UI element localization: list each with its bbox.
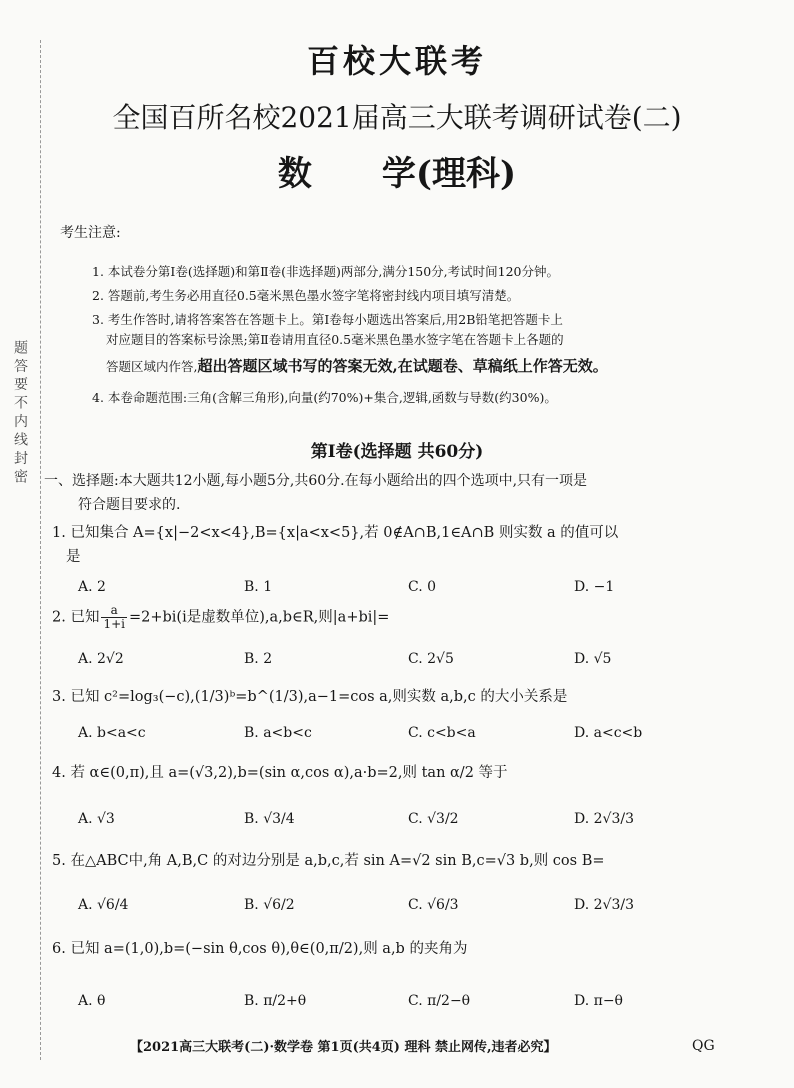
question-2-option-d: D. √5 — [574, 651, 612, 667]
question-4-option-a: A. √3 — [78, 811, 115, 827]
section-instruction-cont: 符合题目要求的. — [78, 497, 181, 513]
sealing-margin — [6, 300, 34, 960]
question-2-stem — [52, 604, 732, 631]
question-4-option-c: C. √3/2 — [408, 811, 459, 827]
section-instruction: 一、选择题:本大题共12小题,每小题5分,共60分.在每小题给出的四个选项中,只有一项是 — [44, 473, 588, 489]
notice-item-1: 1. 本试卷分第Ⅰ卷(选择题)和第Ⅱ卷(非选择题)两部分,满分150分,考试时间120分钟。 — [92, 264, 560, 279]
question-2-fraction-denominator: 1+i — [103, 617, 125, 631]
question-5-option-b: B. √6/2 — [244, 897, 295, 913]
sealing-margin-text: 题 答 要 不 内 线 封 密 — [12, 340, 28, 484]
question-3-option-c: C. c<b<a — [408, 725, 476, 741]
question-2-stem-pre: 2. 已知 — [52, 609, 100, 626]
question-4-stem: 4. 若 α∈(0,π),且 a=(√3,2),b=(sin α,cos α),a·b=2,则 tan α/2 等于 — [52, 765, 508, 781]
question-2-option-a: A. 2√2 — [78, 651, 124, 667]
notice-item-3: 3. 考生作答时,请将答案答在答题卡上。第Ⅰ卷每小题选出答案后,用2B铅笔把答题卡上 — [92, 312, 563, 327]
question-3-stem: 3. 已知 c²=log₃(−c),(1/3)ᵇ=b^(1/3),a−1=cos a,则实数 a,b,c 的大小关系是 — [52, 689, 568, 705]
question-6-option-d: D. π−θ — [574, 993, 623, 1009]
question-1-option-c: C. 0 — [408, 579, 437, 595]
question-1-option-d: D. −1 — [574, 579, 615, 595]
subject-title-b: 学(理科) — [381, 154, 517, 194]
question-5-stem: 5. 在△ABC中,角 A,B,C 的对边分别是 a,b,c,若 sin A=√2 sin B,c=√3 b,则 cos B= — [52, 853, 605, 869]
question-6-option-b: B. π/2+θ — [244, 993, 307, 1009]
notice-heading: 考生注意: — [60, 225, 121, 241]
question-5-option-d: D. 2√3/3 — [574, 897, 634, 913]
question-1-option-a: A. 2 — [78, 579, 106, 595]
notice-item-3-tail: 答题区域内作答, — [106, 359, 198, 374]
question-1-stem: 1. 已知集合 A={x|−2<x<4},B={x|a<x<5},若 0∉A∩B,1∈A∩B 则实数 a 的值可以 — [52, 525, 619, 541]
question-2-fraction-numerator: a — [101, 604, 127, 618]
question-2-stem-post: =2+bi(i是虚数单位),a,b∈R,则|a+bi|= — [128, 609, 390, 626]
question-6-option-a: A. θ — [78, 993, 106, 1009]
paper-code: QG — [692, 1038, 715, 1054]
question-6-option-c: C. π/2−θ — [408, 993, 471, 1009]
question-2-option-b: B. 2 — [244, 651, 273, 667]
page-footer: 【2021高三大联考(二)·数学卷 第1页(共4页) 理科 禁止网传,违者必究】 — [130, 1040, 557, 1055]
brand-title: 百校大联考 — [306, 42, 487, 80]
part-title: 第Ⅰ卷(选择题 共60分) — [310, 442, 484, 462]
question-3-option-b: B. a<b<c — [244, 725, 312, 741]
notice-highlight: 超出答题区域书写的答案无效,在试题卷、草稿纸上作答无效。 — [197, 357, 608, 375]
notice-item-2: 2. 答题前,考生务必用直径0.5毫米黑色墨水签字笔将密封线内项目填写清楚。 — [92, 288, 520, 303]
notice-item-3-end — [106, 356, 746, 377]
question-3-option-d: D. a<c<b — [574, 725, 643, 741]
subject-title-a: 数 — [277, 154, 312, 194]
question-2-option-c: C. 2√5 — [408, 651, 454, 667]
question-2-fraction — [101, 604, 127, 631]
question-5-option-a: A. √6/4 — [78, 897, 129, 913]
question-3-option-a: A. b<a<c — [78, 725, 146, 741]
question-4-option-d: D. 2√3/3 — [574, 811, 634, 827]
question-4-option-b: B. √3/4 — [244, 811, 295, 827]
question-1-option-b: B. 1 — [244, 579, 273, 595]
question-5-option-c: C. √6/3 — [408, 897, 459, 913]
question-6-stem: 6. 已知 a=(1,0),b=(−sin θ,cos θ),θ∈(0,π/2),则 a,b 的夹角为 — [52, 941, 468, 957]
subject-title — [0, 146, 794, 195]
question-1-stem-cont: 是 — [66, 549, 81, 565]
exam-title: 全国百所名校2021届高三大联考调研试卷(二) — [112, 101, 682, 134]
notice-item-3-cont: 对应题目的答案标号涂黑;第Ⅱ卷请用直径0.5毫米黑色墨水签字笔在答题卡上各题的 — [106, 332, 564, 347]
notice-item-4: 4. 本卷命题范围:三角(含解三角形),向量(约70%)+集合,逻辑,函数与导数(约30%)。 — [92, 390, 557, 405]
